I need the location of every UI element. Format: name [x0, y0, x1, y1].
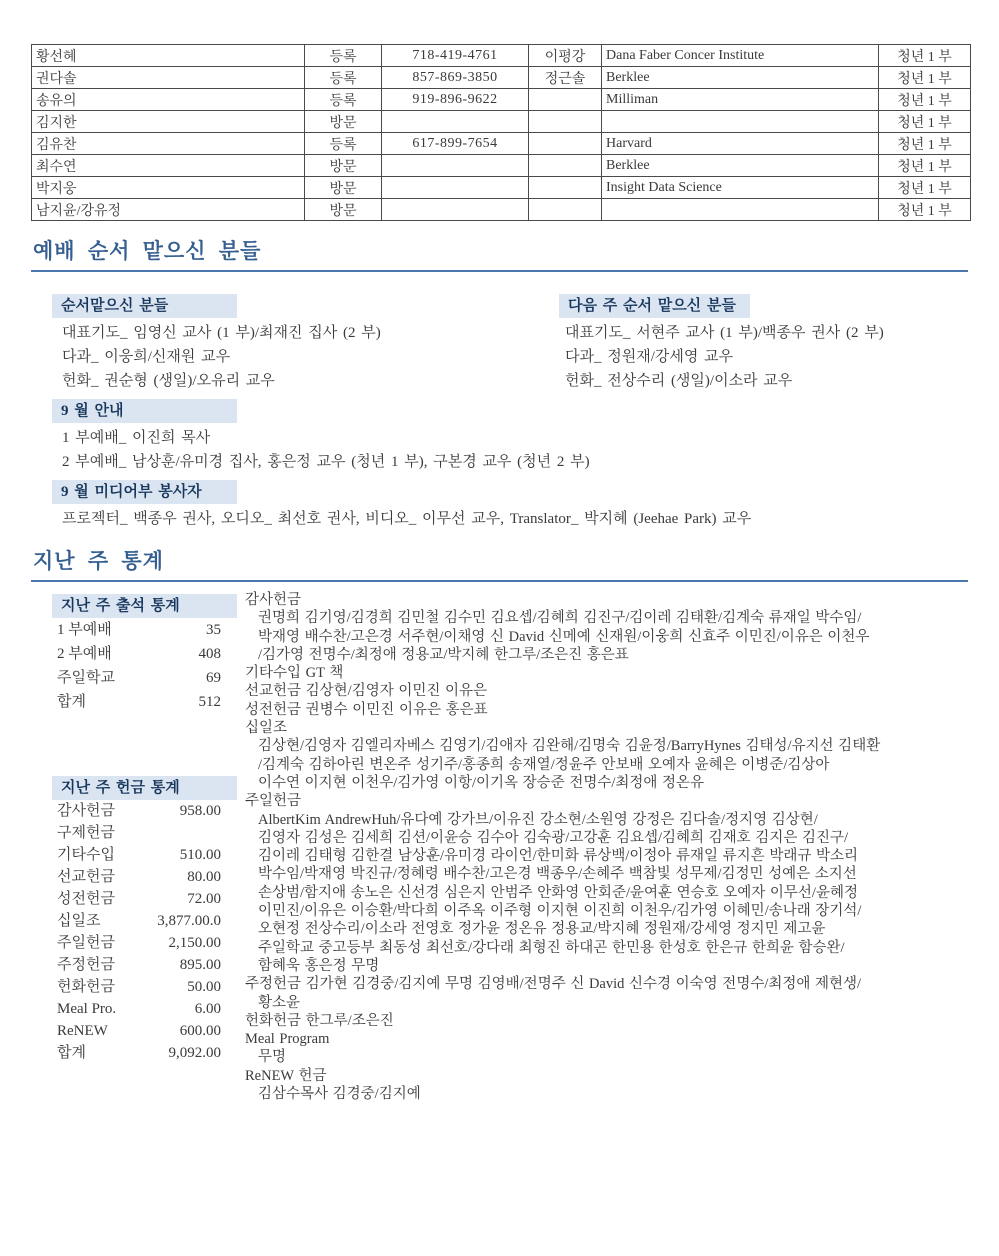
media-team-line: 프로젝터_ 백종우 권사, 오디오_ 최선호 권사, 비디오_ 이무선 교우, Translator_ 박지혜 (Jeehae Park) 교우 [62, 511, 752, 527]
offering-detail-line: 김이레 김태형 김한결 남상훈/유미경 라이언/한미화 류상백/이정아 류재일 류지흔 박래규 박소리 [258, 848, 858, 865]
visitor-organization: Harvard [602, 133, 879, 155]
offering-label: 헌화헌금 [57, 979, 115, 995]
offering-detail-line: 선교헌금 김상현/김영자 이민진 이유은 [245, 683, 488, 700]
offering-detail-line: 손상범/함지애 송노은 신선경 심은지 안범주 안화영 안회준/윤여훈 연승호 오예자 이무선/윤혜정 [258, 884, 858, 901]
duty-line: 헌화_ 전상수리 (생일)/이소라 교우 [565, 373, 793, 389]
offering-row [52, 800, 221, 822]
table-row [32, 177, 971, 199]
visitor-organization: Milliman [602, 89, 879, 111]
attendance-label: 주일학교 [57, 670, 115, 686]
visitor-referrer [529, 133, 602, 155]
duty-line: 다과_ 정원재/강세영 교우 [565, 349, 734, 365]
offering-detail-line: 이수연 이지현 이천우/김가영 이항/이기옥 장승준 전명수/최정애 정온유 [258, 774, 705, 791]
visitor-organization: Berklee [602, 67, 879, 89]
visitor-name: 박지웅 [32, 177, 305, 199]
offering-detail-line: 헌화헌금 한그루/조은진 [245, 1012, 394, 1029]
subheader-september-media-team: 9 월 미디어부 봉사자 [52, 480, 237, 504]
section-title-last-week-stats: 지난 주 통계 [31, 545, 968, 582]
offering-value: 3,877.00.0 [157, 913, 221, 929]
offering-detail-line: ReNEW 헌금 [245, 1067, 327, 1084]
worship-duty-columns [31, 294, 968, 393]
offering-row [52, 844, 221, 866]
offering-detail-line: 권명희 김기영/김경희 김민철 김수민 김요셉/김혜희 김진구/김이레 김태환/김계숙 류재일 박수임/ [258, 610, 862, 627]
visitor-organization: Dana Faber Concer Institute [602, 45, 879, 67]
visitor-phone [382, 155, 529, 177]
table-row [32, 67, 971, 89]
visitor-organization: Berklee [602, 155, 879, 177]
visitor-name: 권다솔 [32, 67, 305, 89]
offering-value: 80.00 [187, 869, 221, 885]
offering-detail-line: 박수임/박재영 박진규/정혜령 배수찬/고은경 백종우/손혜주 백참빛 성무제/김정민 성예은 소지선 [258, 866, 857, 883]
table-row [32, 111, 971, 133]
visitor-status: 방문 [305, 155, 382, 177]
table-row [32, 155, 971, 177]
visitor-status: 방문 [305, 177, 382, 199]
offering-detail-line: 성전헌금 권병수 이민진 이유은 홍은표 [245, 701, 488, 718]
offering-value: 600.00 [179, 1023, 221, 1039]
subheader-september-notice: 9 월 안내 [52, 399, 237, 423]
attendance-label: 1 부예배 [57, 622, 112, 638]
offering-detail-line: 박재영 배수찬/고은경 서주현/이채영 신 David 신메예 신재원/이웅희 신효주 이민진/이유은 이천우 [258, 628, 870, 645]
offering-detail-line: 김삼수목사 김경중/김지예 [258, 1086, 421, 1103]
offering-label: 합계 [57, 1045, 86, 1061]
offering-row [52, 910, 221, 932]
attendance-value: 69 [206, 670, 221, 686]
visitor-name: 송유의 [32, 89, 305, 111]
attendance-row [52, 642, 221, 666]
offering-label: 감사헌금 [57, 803, 115, 819]
duty-line: 대표기도_ 서현주 교사 (1 부)/백종우 권사 (2 부) [565, 325, 884, 341]
offering-detail-line: 기타수입 GT 책 [245, 665, 344, 682]
visitor-status: 등록 [305, 133, 382, 155]
offering-row [52, 976, 221, 998]
notice-line: 2 부예배_ 남상훈/유미경 집사, 홍은정 교우 (청년 1 부), 구본경 교우 (청년 2 부) [62, 454, 590, 470]
offering-detail-line: 김영자 김성은 김세희 김션/이윤승 김수아 김숙광/고강훈 김요셉/김혜희 김재호 김지은 김진구/ [258, 829, 849, 846]
duty-line: 대표기도_ 임영신 교사 (1 부)/최재진 집사 (2 부) [62, 325, 381, 341]
visitor-referrer: 이평강 [529, 45, 602, 67]
offering-detail-line: 주정헌금 김가현 김경중/김지예 무명 김영배/전명주 신 David 신수경 이숙영 전명수/최정애 제현생/ [245, 976, 862, 993]
visitor-group: 청년 1 부 [879, 133, 971, 155]
offering-detail-line: 오현정 전상수리/이소라 전영호 정가윤 정온유 정용교/박지혜 정원재/강세영 정지민 제고윤 [258, 921, 826, 938]
offering-value: 510.00 [179, 847, 221, 863]
offering-row [52, 866, 221, 888]
table-row [32, 133, 971, 155]
visitor-organization: Insight Data Science [602, 177, 879, 199]
offering-row [52, 954, 221, 976]
visitor-status: 방문 [305, 111, 382, 133]
attendance-value: 512 [198, 694, 221, 710]
visitor-referrer [529, 199, 602, 221]
attendance-label: 합계 [57, 694, 86, 710]
offering-value: 958.00 [179, 803, 221, 819]
this-week-duties [31, 294, 540, 393]
attendance-value: 408 [198, 646, 221, 662]
notice-line: 1 부예배_ 이진희 목사 [62, 430, 211, 446]
offering-detail-line: 십일조 [245, 720, 288, 737]
offering-value: 2,150.00 [168, 935, 221, 951]
offering-label: 선교헌금 [57, 869, 115, 885]
visitor-phone: 919-896-9622 [382, 89, 529, 111]
table-row [32, 89, 971, 111]
visitor-name: 김유찬 [32, 133, 305, 155]
visitor-phone: 718-419-4761 [382, 45, 529, 67]
stats-tables [31, 594, 245, 1103]
offering-row [52, 1042, 221, 1064]
visitor-status: 등록 [305, 45, 382, 67]
offering-detail-line: 주일헌금 [245, 793, 302, 810]
offering-detail-line: 황소윤 [258, 994, 301, 1011]
visitor-phone [382, 177, 529, 199]
visitor-name: 김지한 [32, 111, 305, 133]
offering-row [52, 1020, 221, 1042]
offering-label: 성전헌금 [57, 891, 115, 907]
offering-label: Meal Pro. [57, 1001, 117, 1017]
subheader-attendance-stats: 지난 주 출석 통계 [52, 594, 237, 618]
offering-detail-line: Meal Program [245, 1031, 330, 1048]
offering-value: 9,092.00 [168, 1045, 221, 1061]
attendance-row [52, 666, 221, 690]
offering-row [52, 998, 221, 1020]
offering-label: 구제헌금 [57, 825, 115, 841]
offering-detail-line: 무명 [258, 1049, 287, 1066]
visitor-status: 등록 [305, 89, 382, 111]
visitor-group: 청년 1 부 [879, 111, 971, 133]
offering-value: 895.00 [179, 957, 221, 973]
visitor-table [31, 44, 971, 221]
visitor-referrer: 정근솔 [529, 67, 602, 89]
offering-label: 기타수입 [57, 847, 115, 863]
attendance-value: 35 [206, 622, 221, 638]
offering-label: 십일조 [57, 913, 101, 929]
offering-detail-line: /김계숙 김하아린 변온주 성기주/홍종희 송재열/정윤주 안보배 오예자 윤혜은 이병준/김상아 [258, 756, 830, 773]
section-title-worship-duties: 예배 순서 맡으신 분들 [31, 235, 968, 272]
visitor-phone: 857-869-3850 [382, 67, 529, 89]
offering-table [52, 800, 245, 1064]
visitor-phone: 617-899-7654 [382, 133, 529, 155]
offering-row [52, 888, 221, 910]
visitor-referrer [529, 111, 602, 133]
offering-detail-line: 함혜욱 홍은정 무명 [258, 957, 380, 974]
attendance-label: 2 부예배 [57, 646, 112, 662]
visitor-referrer [529, 89, 602, 111]
visitor-referrer [529, 155, 602, 177]
offering-detail-line: 김상현/김영자 김엘리자베스 김영기/김애자 김완해/김명숙 김윤정/BarryHynes 김태성/유지선 김태환 [258, 738, 881, 755]
offering-detail-list [245, 591, 968, 1103]
visitor-name: 황선혜 [32, 45, 305, 67]
offering-row [52, 822, 221, 844]
visitor-referrer [529, 177, 602, 199]
visitor-group: 청년 1 부 [879, 67, 971, 89]
attendance-row [52, 618, 221, 642]
offering-detail-line: /김가영 전명수/최정애 정용교/박지혜 한그루/조은진 홍은표 [258, 646, 629, 663]
visitor-status: 방문 [305, 199, 382, 221]
visitor-phone [382, 199, 529, 221]
offering-value: 50.00 [187, 979, 221, 995]
attendance-row [52, 690, 221, 714]
visitor-organization [602, 199, 879, 221]
table-row [32, 199, 971, 221]
duty-line: 헌화_ 권순형 (생일)/오유리 교우 [62, 373, 275, 389]
subheader-this-week: 순서맡으신 분들 [52, 294, 237, 318]
offering-detail-line: 감사헌금 [245, 592, 302, 608]
subheader-next-week: 다음 주 순서 맡으신 분들 [559, 294, 750, 318]
bulletin-page [0, 44, 999, 1103]
visitor-status: 등록 [305, 67, 382, 89]
offering-detail-line: 이민진/이유은 이승환/박다희 이주옥 이주형 이지현 이진희 이천우/김가영 이혜민/송나래 장기석/ [258, 903, 862, 920]
visitor-group: 청년 1 부 [879, 155, 971, 177]
visitor-group: 청년 1 부 [879, 199, 971, 221]
attendance-table [52, 618, 245, 714]
visitor-organization [602, 111, 879, 133]
visitor-phone [382, 111, 529, 133]
offering-detail-line: 주일학교 중고등부 최동성 최선호/강다래 최형진 하대곤 한민용 한성호 한은규 한희윤 함승완/ [258, 939, 845, 956]
offering-row [52, 932, 221, 954]
visitor-group: 청년 1 부 [879, 89, 971, 111]
stats-columns [31, 594, 968, 1103]
next-week-duties [540, 294, 968, 393]
offering-value: 6.00 [194, 1001, 221, 1017]
visitor-group: 청년 1 부 [879, 45, 971, 67]
visitor-group: 청년 1 부 [879, 177, 971, 199]
visitor-name: 남지윤/강유정 [32, 199, 305, 221]
offering-label: 주정헌금 [57, 957, 115, 973]
visitor-name: 최수연 [32, 155, 305, 177]
table-row [32, 45, 971, 67]
offering-label: ReNEW [57, 1023, 108, 1039]
offering-value: 72.00 [187, 891, 221, 907]
subheader-offering-stats: 지난 주 헌금 통계 [52, 776, 237, 800]
offering-label: 주일헌금 [57, 935, 115, 951]
offering-detail-line: AlbertKim AndrewHuh/유다예 강가브/이유진 강소현/소원영 강정은 김다솔/정지영 김상현/ [258, 811, 818, 828]
duty-line: 다과_ 이웅희/신재원 교우 [62, 349, 231, 365]
